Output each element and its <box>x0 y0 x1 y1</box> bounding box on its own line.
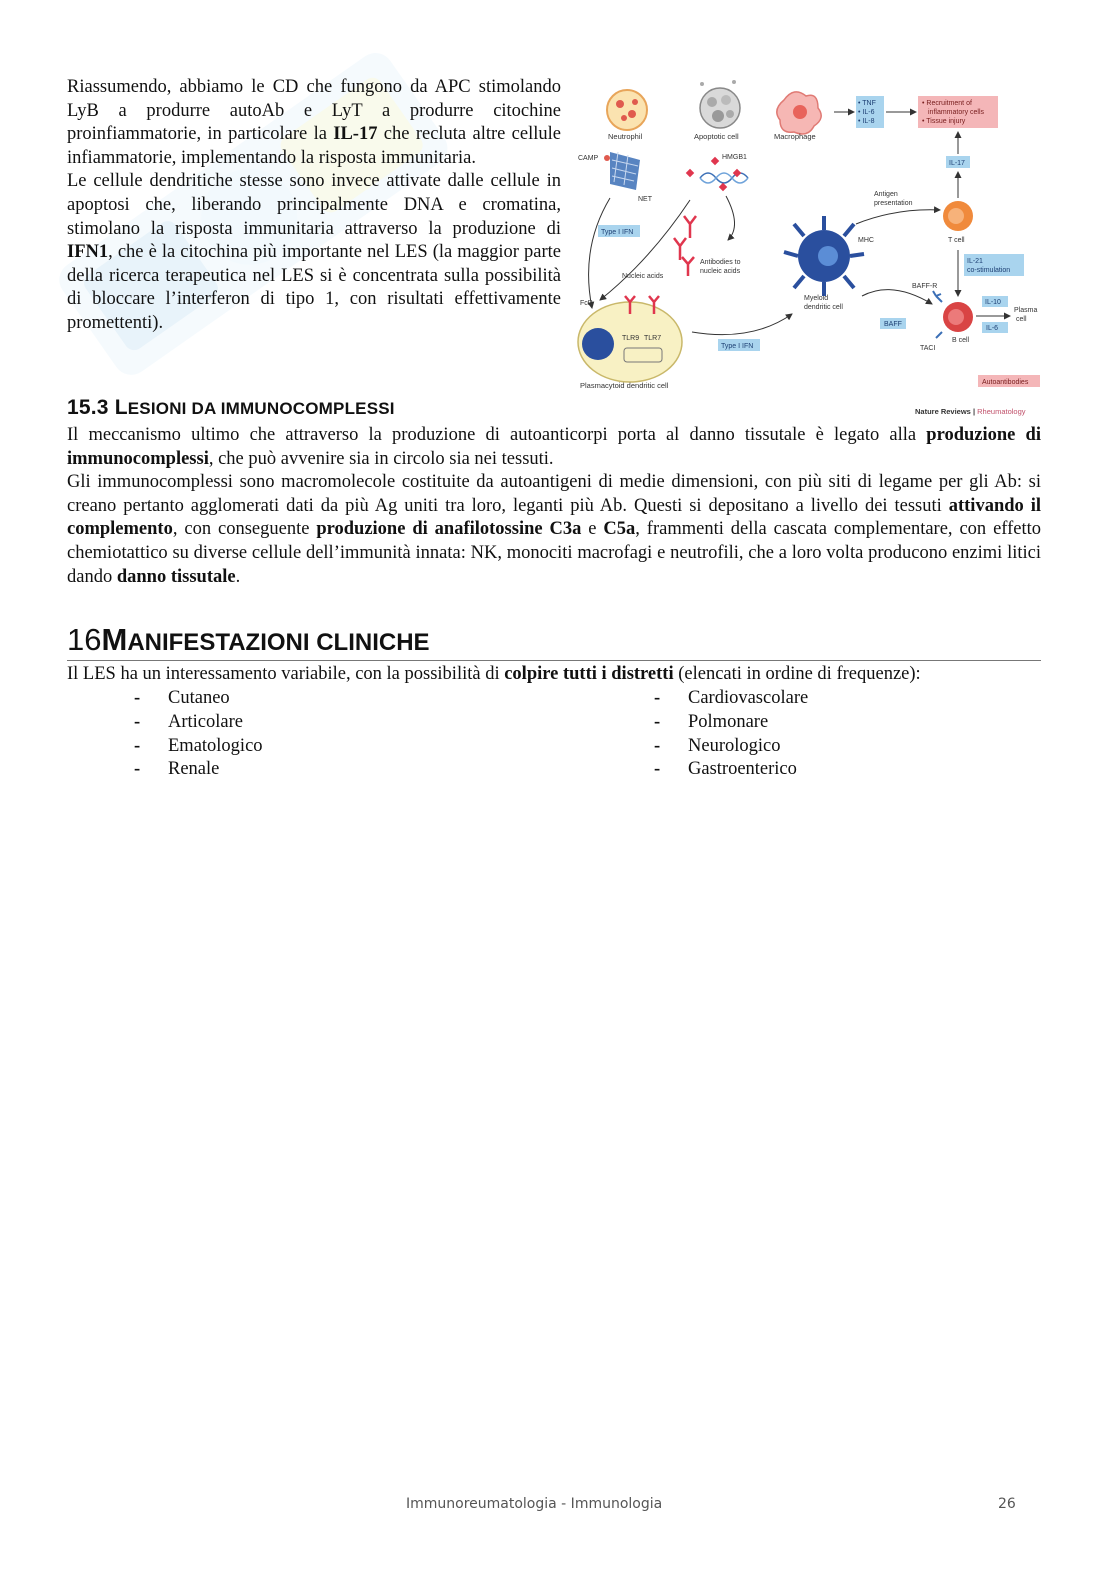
label-plasma-cell: cell <box>1016 316 1027 323</box>
list-item-label: Polmonare <box>688 711 769 732</box>
label-antigen: Antigen <box>874 191 898 198</box>
dash-bullet: - <box>654 688 661 708</box>
text-run: , frammenti della cascata complementare, con effetto chemiotattico su diverse cellule dell’immunità innata: NK, monociti macrofagi e neutrofili, che a loro volta producono enzimi litici dando <box>67 519 1042 587</box>
text-run: , con conseguente <box>172 519 317 540</box>
label-fcr: FcR <box>580 300 593 307</box>
label-type1-ifn-b: Type I IFN <box>721 343 754 350</box>
apoptotic-cell-icon <box>700 80 740 128</box>
districts-list-right <box>654 687 808 782</box>
section-heading-15-3 <box>67 396 395 420</box>
label-recruitment: • Recruitment of <box>922 100 972 107</box>
neutrophil-cell-icon <box>607 90 647 130</box>
label-plasma: Plasma <box>1014 307 1038 314</box>
label-il21: IL-21 <box>967 258 983 265</box>
label-antibodies-2: nucleic acids <box>700 268 741 275</box>
chapter-16-lead <box>67 663 1041 687</box>
intro-paragraph-2 <box>67 170 561 335</box>
label-il6-b: IL-6 <box>986 325 999 332</box>
list-item-label: Neurologico <box>688 735 781 756</box>
list-item-label: Cardiovascolare <box>688 688 809 708</box>
label-camp: CAMP <box>578 155 599 162</box>
dash-bullet: - <box>134 735 141 756</box>
bold-text: IL-17 <box>333 124 378 145</box>
text-run: . <box>235 566 241 587</box>
section-title-initial: L <box>114 396 128 419</box>
list-item <box>654 711 808 735</box>
myeloid-dc-icon <box>784 216 864 296</box>
list-item-label: Cutaneo <box>168 688 230 708</box>
footer-title: Immunoreumatologia - Immunologia <box>406 1496 663 1512</box>
text-run: Le cellule dendritiche stesse sono invece attivate dalle cellule in apoptosi che, liberando principalmente DNA e cromatina, stimolano la risposta immunitaria attraverso la produzione di <box>67 171 561 239</box>
bold-text: produzione di immunocomplessi <box>67 425 1041 469</box>
list-item-label: Gastroenterico <box>688 759 797 780</box>
label-tnf: • TNF <box>858 100 876 107</box>
dash-bullet: - <box>654 759 661 780</box>
text-run: Il meccanismo ultimo che attraverso la produzione di autoanticorpi porta al danno tissutale è legato alla <box>67 425 927 445</box>
text-run: che recluta altre cellule infiammatorie, implementando la risposta immunitaria. <box>67 124 561 168</box>
label-il8: • IL-8 <box>858 118 875 125</box>
label-il17: IL-17 <box>949 160 965 167</box>
label-pdc: Plasmacytoid dendritic cell <box>580 381 669 390</box>
net-icon <box>610 152 640 190</box>
section-15-3-paragraph-2 <box>67 471 1041 589</box>
label-antibodies: Antibodies to <box>700 259 741 266</box>
credit-nature-reviews: Nature Reviews | Rheumatology <box>915 407 1026 416</box>
list-item-label: Ematologico <box>168 735 263 756</box>
list-item <box>134 735 263 759</box>
antibodies-icon <box>674 216 696 276</box>
label-net: NET <box>638 196 652 203</box>
list-item <box>134 687 263 711</box>
list-item <box>134 711 263 735</box>
section-15-3-paragraph-1 <box>67 424 1041 471</box>
chapter-title-rest: ANIFESTAZIONI CLINICHE <box>127 629 430 656</box>
label-macrophage: Macrophage <box>774 132 816 141</box>
sle-pathogenesis-figure <box>572 70 1044 422</box>
text-run: (elencati in ordine di frequenze): <box>673 664 921 684</box>
label-autoantibodies: Autoantibodies <box>982 379 1029 386</box>
list-item <box>134 758 263 782</box>
text-run: e <box>581 519 604 540</box>
label-type1-ifn-a: Type I IFN <box>601 229 634 236</box>
dna-strand-icon <box>686 157 748 191</box>
section-title-rest: ESIONI DA IMMUNOCOMPLESSI <box>127 399 395 418</box>
dash-bullet: - <box>134 688 141 708</box>
page-number: 26 <box>998 1496 1016 1512</box>
label-myeloid: Myeloid <box>804 295 829 302</box>
dash-bullet: - <box>654 735 661 756</box>
list-item <box>654 735 808 759</box>
section-15-3-body <box>67 424 1041 589</box>
label-il6: • IL-6 <box>858 109 875 116</box>
list-item-label: Articolare <box>168 711 243 732</box>
chapter-heading-16 <box>67 622 1041 661</box>
label-presentation: presentation <box>874 200 913 207</box>
label-tissue-injury: • Tissue injury <box>922 118 966 125</box>
label-tlr7: TLR7 <box>644 335 662 342</box>
text-run: Gli immunocomplessi sono macromolecole costituite da autoantigeni di medie dimensioni, con più siti di legame per gli Ab: si creano pertanto agglomerati dati da più Ag uniti tra loro, leganti più Ab. Questi si depositano a livello dei tessuti <box>67 472 1041 516</box>
label-nucleic-acids: Nucleic acids <box>622 273 664 280</box>
text-run: , che può avvenire sia in circolo sia nei tessuti. <box>208 448 554 469</box>
text-run: , che è la citochina più importante nel LES (la maggior parte della ricerca terapeutica nel LES si è concentrata sulla possibilità di bloccare l’interferon di tipo 1, con risultati effettivamente promettenti). <box>67 242 561 333</box>
bold-text: danno tissutale <box>116 566 236 587</box>
label-myeloid-2: dendritic cell <box>804 304 843 311</box>
bold-text: C5a <box>603 519 636 540</box>
bold-text: attivando il complemento <box>67 495 1041 540</box>
label-t-cell: T cell <box>948 237 965 244</box>
list-item <box>654 758 808 782</box>
label-taci: TACI <box>920 345 936 352</box>
text-run: Riassumendo, abbiamo le CD che fungono da APC stimolando LyB a produrre autoAb e LyT a produrre citochine proinfiammatorie, in particolare la <box>67 77 561 145</box>
intro-text <box>67 76 561 336</box>
intro-paragraph-1 <box>67 76 561 170</box>
label-costimulation: co-stimulation <box>967 267 1011 274</box>
list-item <box>654 687 808 711</box>
label-baff: BAFF <box>884 321 902 328</box>
chapter-number: 16 <box>67 622 102 657</box>
bold-text: colpire tutti i distretti <box>504 664 674 684</box>
label-il10: IL-10 <box>985 299 1001 306</box>
macrophage-cell-icon <box>777 92 821 134</box>
dash-bullet: - <box>134 759 141 780</box>
label-tlr9: TLR9 <box>622 335 640 342</box>
label-b-cell: B cell <box>952 337 970 344</box>
label-apoptotic-cell: Apoptotic cell <box>694 132 739 141</box>
bold-text: produzione di anafilotossine C3a <box>316 519 582 540</box>
label-baff-r: BAFF-R <box>912 283 938 290</box>
chapter-title-initial: M <box>101 622 128 657</box>
bold-text: IFN1 <box>67 242 109 263</box>
list-item-label: Renale <box>168 759 220 780</box>
dash-bullet: - <box>134 711 141 732</box>
label-mhc: MHC <box>858 237 874 244</box>
text-run: Il LES ha un interessamento variabile, con la possibilità di <box>67 664 505 684</box>
label-inflammatory-cells: inflammatory cells <box>928 109 985 116</box>
dash-bullet: - <box>654 711 661 732</box>
districts-list-left <box>134 687 263 782</box>
section-number: 15.3 <box>67 396 109 419</box>
label-hmgb1: HMGB1 <box>722 154 747 161</box>
label-neutrophil: Neutrophil <box>608 132 643 141</box>
